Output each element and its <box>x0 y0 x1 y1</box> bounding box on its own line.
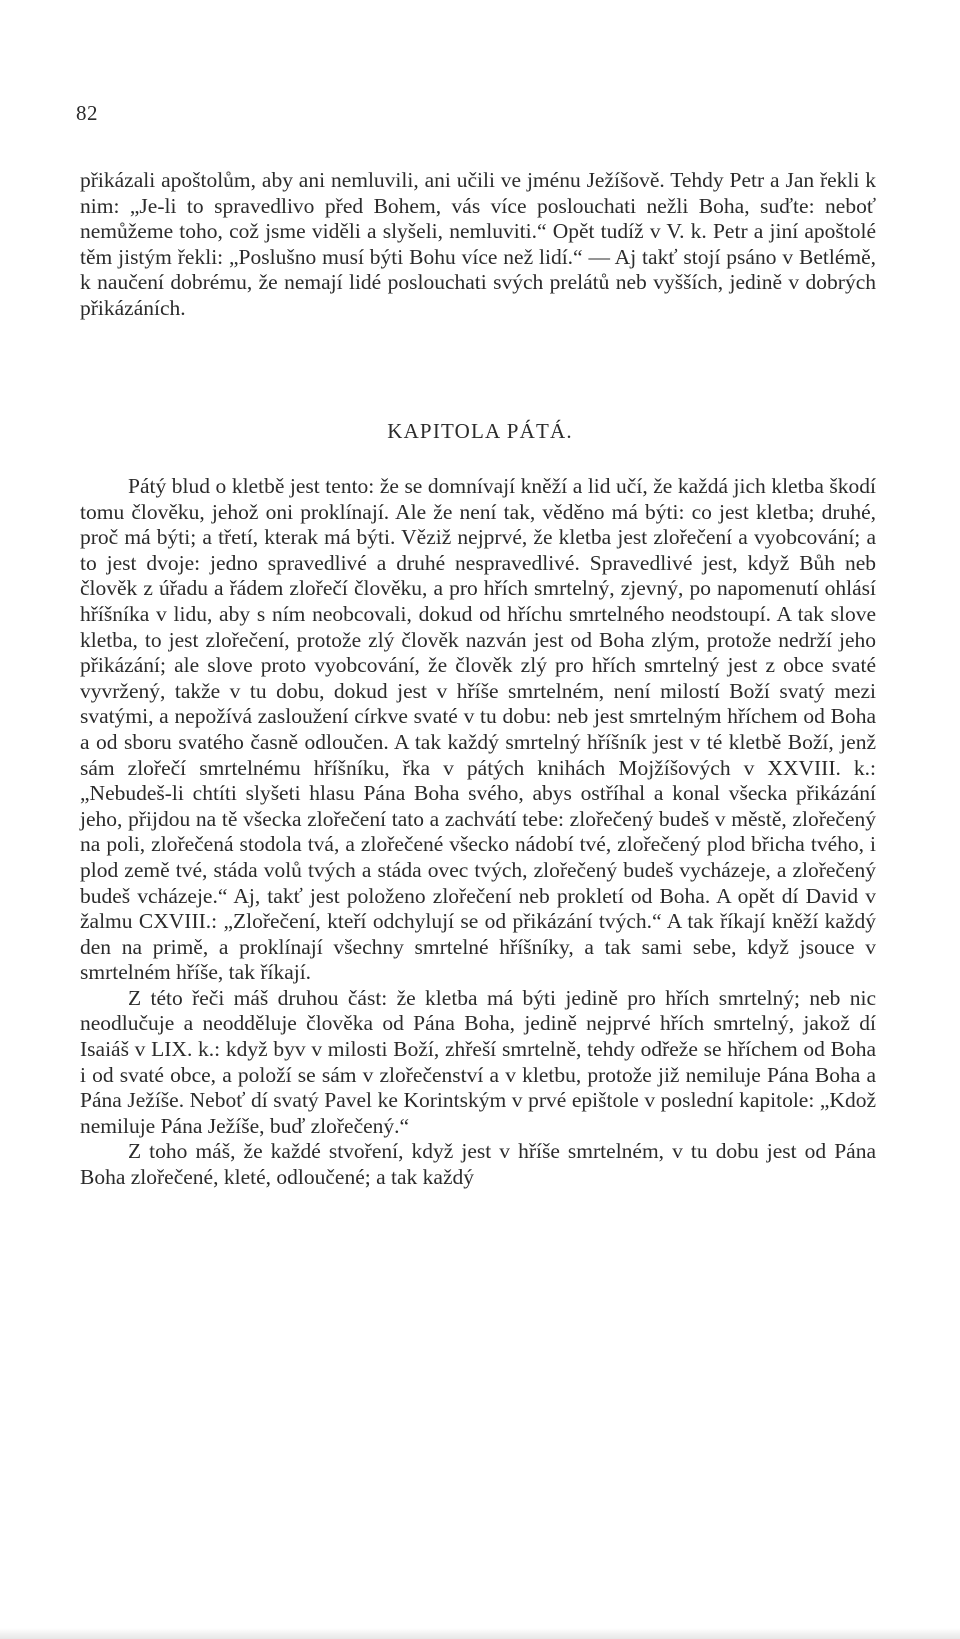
page-bottom-edge <box>0 1628 960 1639</box>
chapter-paragraph-2: Z této řeči máš druhou část: že kletba má býti jedině pro hřích smrtelný; neb nic neodlučuje a neodděluje člověka od Pána Boha, jedině nejprvé hřích smrtelný, jakož dí Isaiáš v LIX. k.: když byv v milosti Boží, zhřeší smrtelně, tehdy odřeže se hříchem od Boha i od svaté obce, a položí se sám v zlořečenství a v kletbu, protože již nemiluje Pána Boha a Pána Ježíše. Neboť dí svatý Pavel ke Korintským v prvé epištole v poslední kapitole: „Kdož nemiluje Pána Ježíše, buď zlořečený.“ <box>80 985 876 1138</box>
opening-paragraph-block <box>80 168 876 322</box>
chapter-body <box>80 474 876 1191</box>
opening-paragraph: přikázali apoštolům, aby ani nemluvili, ani učili ve jménu Ježíšově. Tehdy Petr a Jan řekli k nim: „Je-li to spravedlivo před Bohem, vás více poslouchati nežli Boha, suďte: neboť nemůžeme toho, což jsme viděli a slyšeli, nemluviti.“ Opět tudíž v V. k. Petr a jiní apoštolé těm jistým řekli: „Poslušno musí býti Bohu více než lidí.“ — Aj takť stojí psáno v Betlémě, k naučení dobrému, že nemají lidé poslouchati svých prelátů neb vyšších, jedině v dobrých přikázáních. <box>80 168 876 320</box>
chapter-heading: KAPITOLA PÁTÁ. <box>387 419 573 443</box>
chapter-paragraph-3: Z toho máš, že každé stvoření, když jest v hříše smrtelném, v tu dobu jest od Pána Boha zlořečené, kleté, odloučené; a tak každý <box>80 1139 876 1190</box>
page-number: 82 <box>76 101 98 125</box>
chapter-paragraph-1: Pátý blud o kletbě jest tento: že se domnívají kněží a lid učí, že každá jich kletba škodí tomu člověku, jehož oni proklínají. Ale že není tak, věděno má býti: co jest kletba; druhé, proč má býti; a třetí, kterak má býti. Věziž nejprvé, že kletba jest zlořečení a vyobcování; a to jest dvoje: jedno spravedlivé a druhé nespravedlivé. Spravedlivé jest, když Bůh neb člověk z úřadu a řádem zlořečí člověku, a pro hřích smrtelný, zjevný, po napomenutí ohlásí hříšníka v lidu, aby s ním neobcovali, dokud od hříchu smrtelného neodstoupí. A tak slove kletba, to jest zlořečení, protože zlý člověk nazván jest od Boha zlým, protože nedrží jeho přikázání; ale slove proto vyobcování, že člověk zlý pro hřích smrtelný jest z obce svaté vyvržený, takže v tu dobu, dokud jest v hříše smrtelném, není milostí Boží svatý mezi svatými, a nepožívá zasloužení církve svaté v tu dobu: neb jest smrtelným hříchem od Boha a od sboru svatého časně odloučen. A tak každý smrtelný hříšník jest v té kletbě Boží, jenž sám zlořečí smrtelnému hříšníku, řka v pátých knihách Mojžíšových v XXVIII. k.: „Nebudeš-li chtíti slyšeti hlasu Pána Boha svého, abys ostříhal a konal všecka přikázání jeho, přijdou na tě všecka zlořečení tato a zachvátí tebe: zlořečený budeš v městě, zlořečený na poli, zlořečená stodola tvá, a zlořečené všecko nádobí tvé, zlořečený plod břicha tvého, i plod země tvé, stáda volů tvých a stáda ovec tvých, zlořečený budeš vycházeje, a zlořečený budeš vcházeje.“ Aj, takť jest položeno zlořečení neb prokletí od Boha. A opět dí David v žalmu CXVIII.: „Zlořečení, kteří odchylují se od přikázání tvých.“ A tak říkají kněží každý den na primě, a proklínají všechny smrtelné hříšníky, a tak sami sebe, když jsouce v smrtelném hříše, tak říkají. <box>80 474 876 985</box>
